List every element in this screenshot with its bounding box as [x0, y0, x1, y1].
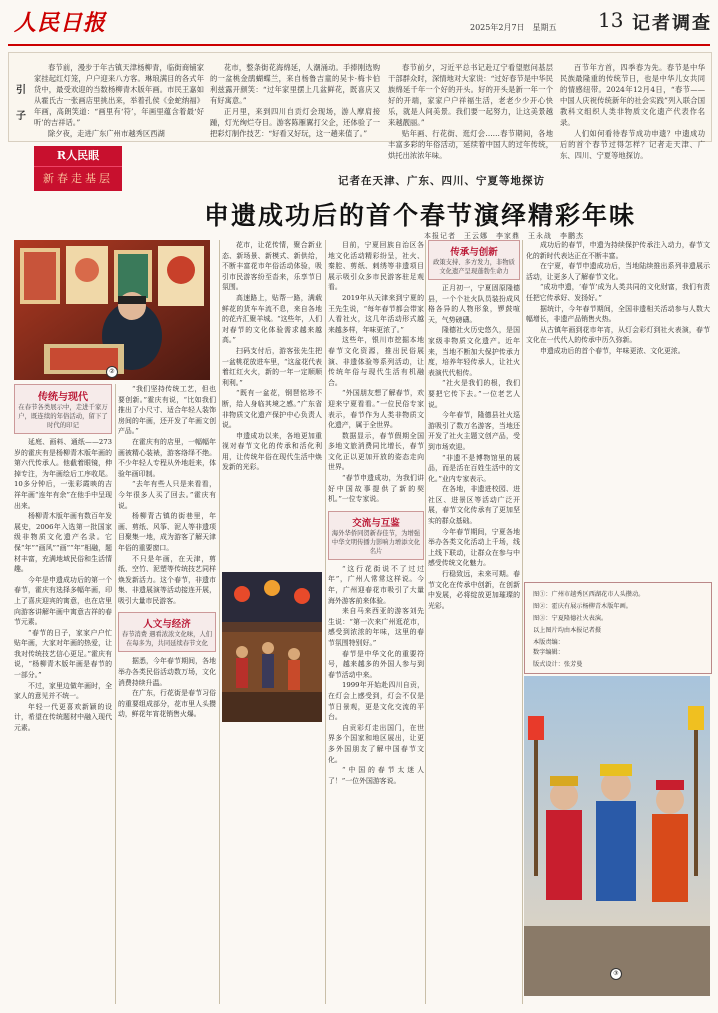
paragraph: “外国朋友想了解春节，欢迎来宁夏看看。”一位民俗专家表示，春节作为人类非物质文化遗产，属于全世界。: [328, 389, 424, 430]
paragraph: 高速路上，贴帮一路，满载鲜花的货车车流不息，来自各地的花卉汇聚羊城。“这些年，人们对春节的文化体验需求越来越高。”: [222, 293, 322, 345]
masthead: [0, 0, 718, 44]
preface-col-4-text-b: 人们如何看待春节成功申遗？中遗成功后的首个春节过得怎样？记者走天津、广东、四川、宁夏等地探访。: [560, 129, 705, 160]
editor-line: 数字编辑：: [533, 649, 564, 656]
paragraph: 2019年从天津来到宁夏的王先生说，“每年春节都会带家人看社火，这几年活动形式越来越多样，年味更浓了。”: [328, 293, 424, 334]
paragraph: “我们坚持传统工艺，但也要创新。”霍庆有说，“比如我们推出了小尺寸、适合年轻人装饰房间的年画，还开发了年画文创产品。”: [118, 385, 216, 436]
paragraph: 不过，家里边做年画时，全家人的意见并不统一。: [14, 681, 112, 701]
paragraph: “社火是我们的根，我们要把它传下去。”一位老艺人说。: [428, 379, 520, 409]
paragraph: “成功申遗，‘春节’成为人类共同的文化财富，我们有责任把它传承好、发扬好。”: [526, 283, 710, 302]
paragraph: 今年春节，隆德县社火巡游吸引了数万名游客，当地还开发了社火主题文创产品，受到市场欢迎。: [428, 411, 520, 451]
paragraph: 目前，宁夏回族自治区各地文化活动精彩纷呈，社火、秦腔、剪纸、刺绣等非遗项目展示吸引众多市民游客驻足观看。: [328, 241, 424, 292]
paragraph: 自贡彩灯走出国门，在世界多个国家和地区展出，让更多外国朋友了解中国春节文化。: [328, 723, 424, 764]
column-d-body-2: [328, 564, 424, 786]
caption-line: 图③：宁夏隆德社火表演。: [533, 615, 608, 622]
paragraph: 延庭、画料、通纸——273岁的霍庆有是杨柳青木版年画的第六代传承人。他截着眼镜，伸掉专注，为年画绘后工序收尾。10多分钟后，一张彩霞映的吉祥年画“连年有余”在他手中呈现出来。: [14, 438, 112, 510]
section-heading: 传统与现代: [38, 392, 88, 403]
column-b: [118, 384, 216, 720]
photo-performers: [524, 676, 710, 996]
preface-col-1-text-b: 除夕夜，走进广东广州市越秀区西湖: [48, 129, 165, 138]
column-divider: [325, 240, 326, 1004]
photo-number: ③: [610, 968, 622, 980]
section-subheading: 在春节各类展示中，走进千家万户，既连续的年俗活动，留下了时代的印记: [18, 403, 108, 429]
column-divider: [522, 240, 523, 1004]
paragraph: 在各地，非遗进校园、进社区、进景区等活动广泛开展，春节文化传承有了更加坚实的群众基础。: [428, 485, 520, 526]
paragraph: 从古镇年画到花市年宵，从灯会彩灯到社火表演，春节文化在一代代人的传承中历久弥新。: [526, 325, 710, 345]
paragraph: 数据显示，春节假期全国多地文旅消费同比增长，春节文化正以更加开放的姿态走向世界。: [328, 431, 424, 472]
paragraph: 成功后的春节，申遗为持续保护传承注入动力，春节文化的新时代表达正在不断丰富。: [526, 241, 710, 260]
column-b-body-2: [118, 656, 216, 720]
paragraph: 春节是中华文化的重要符号，越来越多的外国人参与到春节活动中来。: [328, 649, 424, 679]
photo-craftsman-image: [14, 240, 210, 380]
paragraph: 来自马来西亚的游客刘先生说：“第一次来广州逛花市，感受到浓浓的年味，这里的春节氛围特别好。”: [328, 607, 424, 647]
paragraph: “非遗不是博物馆里的展品，而是活在百姓生活中的文化。”业内专家表示。: [428, 453, 520, 483]
caption-line: 图①：广州市越秀区西湖花市人头攒动。: [533, 591, 645, 598]
section-head-inheritance: [428, 240, 520, 280]
photo-flower-market-image: [222, 572, 322, 722]
column-banner: 新春走基层: [34, 166, 122, 191]
paragraph: “春节的日子，家家户户忙贴年画，大家对年画的热爱，让我对传统技艺信心更足。”霍庆有说，“杨柳青木版年画是春节的一部分。”: [14, 628, 112, 680]
paragraph: 申遗成功以来，各地更加重视对春节文化的传承和活化利用，让传统年俗在现代生活中焕发新的光彩。: [222, 431, 322, 472]
preface-col-4-text: 百节年方首，四季春为先。春节是中华民族最隆重的传统节日，也是中华儿女共同的情感纽带。2024年12月4日，“春节——中国人庆祝传统新年的社会实践”列入联合国教科文组织人类非物质文化遗产代表作名录。: [560, 63, 705, 127]
column-a-body: [14, 437, 112, 734]
section-title: 记者调查: [632, 13, 712, 34]
paragraph: 杨柳青木版年画有数百年发展史，2006年入选第一批国家级非物质文化遗产名录。它保“年”“画风”“画”“年”相融，题材丰富，充满地域民俗和生活情趣。: [14, 512, 112, 574]
section-subheading: 政策支持、多方发力，非物质文化遗产呈现蓬勃生命力: [433, 259, 515, 275]
caption-line: 图②：霍庆有展示杨柳青木版年画。: [533, 603, 632, 610]
preface-col-4: [560, 62, 705, 161]
masthead-rule: [8, 44, 710, 46]
editor-line: 本版责编：: [533, 639, 564, 646]
newspaper-logo: 人民日报: [14, 10, 107, 36]
caption-line: 版式设计：张芳曼: [533, 661, 583, 668]
preface-col-3-text-b: 贴年画、行花街、逛灯会……春节期间，各地丰富多彩的年俗活动，延续着中国人的过年传统，烘托出浓浓年味。: [388, 129, 553, 160]
column-f: [526, 240, 710, 357]
paragraph: 在霍庆有的店里，一幅幅年画被精心装裱，游客络绎不绝。不少年轻人专程从外地赶来，体验年画印制。: [118, 437, 216, 478]
preface-label: [14, 78, 28, 130]
section-subheading: 海外华侨同贺新春佳节，为增强中华文明传播力影响力增添文化名片: [331, 529, 421, 555]
caption-line: 以上图片均由本报记者摄: [533, 627, 602, 634]
paragraph: 今年春节期间，宁夏各地举办各类文化活动上千场，线上线下联动，让群众在参与中感受传统文化魅力。: [428, 527, 520, 568]
issue-date: 2025年2月7日 星期五: [470, 23, 557, 32]
paragraph: 申遗成功后的首个春节，年味更浓、文化更浓。: [540, 346, 685, 355]
paragraph: 据悉，今年春节期间，各地举办各类民俗活动数万场，文化消费持续升温。: [118, 657, 216, 687]
preface-col-2-text: 花市，整条街花海绵延，人潮涌动。手捧刚选购的一盆桃金鹃蝴蝶兰，来自杨鲁吉童的吴卡·梅卡伯利兹露开颜笑：“过年家里摆上几盆鲜花，既喜庆又有好寓意。”: [210, 63, 380, 105]
preface-col-1-text: 春节前，漫步于年古镇天津杨柳青，临街商铺家家挂起红灯笼，户户迎来八方客。琳琅满目的各式年货中，最受欢迎的当数杨柳青木版年画。市民王嘉如从霍氏古一张画店里挑出来，举着孔侯《金蛇纳福》年画，高朗笑道：“画里有‘符’，年画里蕴含着最‘好听’的吉祥话。”: [34, 63, 204, 127]
paragraph: 这些年，银川市挖掘本地春节文化资源，推出民俗展演、非遗体验等系列活动，让传统年俗与现代生活有机融合。: [328, 336, 424, 387]
photo-flower-market: [222, 572, 322, 722]
paragraph: 不只是年画，在天津，剪纸、空竹、泥塑等传统技艺同样焕发新活力。这个春节，非遗市集、非遗展演等活动接连开展，吸引大量市民游客。: [118, 554, 216, 605]
paragraph: 1999年开始赴四川自贡，在灯会上感受到，灯会不仅是节日景观，更是文化交流的平台。: [328, 681, 424, 722]
section-subheading: 春节消费 遇看浓浓文化味，人们在每多为，共同延续春节文化: [121, 631, 213, 648]
paragraph: 在宁夏，春节申遗成功后，当地陆续推出系列非遗展示活动，让更多人了解春节文化。: [526, 262, 710, 281]
preface-col-2-text-b: 正月里，来到四川自贡灯会现场，游人摩肩接踵，灯光绚烂夺目。游客陈雁翼打父企，还体验了一把彩灯制作技艺：“好看又好玩，这一趟来值了。”: [210, 107, 380, 138]
section-head-culture-economy: [118, 612, 216, 652]
preface-col-2: [210, 62, 380, 139]
page-number: 13: [598, 8, 624, 32]
column-f-body: [526, 240, 710, 357]
column-brand-badge: R人民眼: [34, 146, 122, 166]
paragraph: 在广东，行花街是春节习俗的重要组成部分，花市里人头攒动，鲜花年宵花销售火爆。: [118, 689, 216, 719]
preface-label-bottom: 子: [16, 111, 26, 122]
byline: 本报记者 王云娜 李家鼎 王永战 李鹏杰: [424, 232, 584, 240]
column-e: [428, 240, 520, 611]
column-divider: [219, 240, 220, 1004]
paragraph: 据统计，今年春节期间，全国非遗相关活动参与人数大幅增长，非遗产品销售火热。: [526, 304, 710, 324]
section-head-tradition: [14, 384, 112, 434]
paragraph: 杨柳青古镇的街巷里，年画、剪纸、风筝、泥人等非遗项目聚集一地，成为游客了解天津年俗的重要窗口。: [118, 512, 216, 552]
column-a: [14, 384, 112, 734]
column-d-body: [328, 240, 424, 505]
paragraph: “中国的春节太迷人了！”一位外国游客说。: [328, 766, 424, 785]
paragraph: “既有一盆花，钢琶铭珍不断，给人身临其境之感。”广东省非物质文化遗产保护中心负责人说。: [222, 389, 322, 430]
section-head-exchange: [328, 511, 424, 560]
preface-col-1: [34, 62, 204, 139]
paragraph: “春节申遗成功，为我们讲好中国故事提供了新的契机。”一位专家说。: [328, 474, 424, 504]
paragraph: 隆德社火历史悠久，是国家级非物质文化遗产。近年来，当地不断加大保护传承力度，培养年轻传承人，让社火表演代代相传。: [428, 326, 520, 377]
section-heading: 交流与互鉴: [352, 517, 400, 529]
paragraph: 行稳致远，未来可期。春节文化在传承中创新，在创新中发展，必将绽放更加璀璨的光彩。: [428, 570, 520, 610]
photo-number: ②: [106, 366, 118, 378]
headline: 申遗成功后的首个春节演绎精彩年味: [203, 201, 636, 230]
paragraph: 今年是申遗成功后的第一个春节，霍庆有选择多幅年画，印上了喜庆迎宾的寓意，也在店里向游客讲解年画中寓意吉祥的春节元素。: [14, 575, 112, 627]
caption-box: [524, 582, 712, 674]
column-d: [328, 240, 424, 786]
preface-label-top: 引: [16, 85, 26, 96]
preface-col-3-text: 春节前夕，习近平总书记赴辽宁看望慰问基层干部群众时，深情地对大家说：“过好春节是中华民族绵延千年一个好的开头。好的开头是新一年一个好的开端，家家户户祥福生活，老老少少开心快乐，就是人间美景。我们要一起努力，让这美景越来越靓丽。”: [388, 63, 553, 127]
preface-col-3: [388, 62, 553, 161]
paragraph: 花市，让花传情，聚合新业态、新场景、新模式、新供给，不断丰富花市年俗活动体验，吸引市民游客纷至沓来，乐享节日氛围。: [222, 241, 322, 292]
photo-craftsman: [14, 240, 210, 380]
section-heading: 传承与创新: [450, 247, 498, 258]
column-c-body: [222, 240, 322, 473]
paragraph: 年轻一代更喜欢新颖的设计，希望在传统题材中融入现代元素。: [14, 702, 112, 733]
column-divider: [425, 240, 426, 1004]
column-c: [222, 240, 322, 473]
paragraph: “这行花街说不了过过年”，广州人常常这样说。今年，广州迎春花市吸引了大量海外游客前来体验。: [328, 564, 424, 605]
column-e-body: [428, 283, 520, 611]
paragraph: 扫码支付后，游客张先生把一盆桃花放进车里，“这盆花代表着红红火火，新的一年一定顺顺利利。”: [222, 346, 322, 387]
paragraph: 正月初一，宁夏固原隆德县，一个个社火队员装扮成风格各异的人物形象，锣鼓喧天，气势磅礴。: [428, 284, 520, 324]
kicker: 记者在天津、广东、四川、宁夏等地探访: [338, 175, 545, 187]
paragraph: “去年有些人只是来看看，今年很多人买了回去。”霍庆有说。: [118, 480, 216, 510]
section-heading: 人文与经济: [143, 619, 191, 631]
photo-performers-image: [524, 676, 710, 996]
column-b-body: [118, 384, 216, 606]
column-divider: [115, 384, 116, 1004]
